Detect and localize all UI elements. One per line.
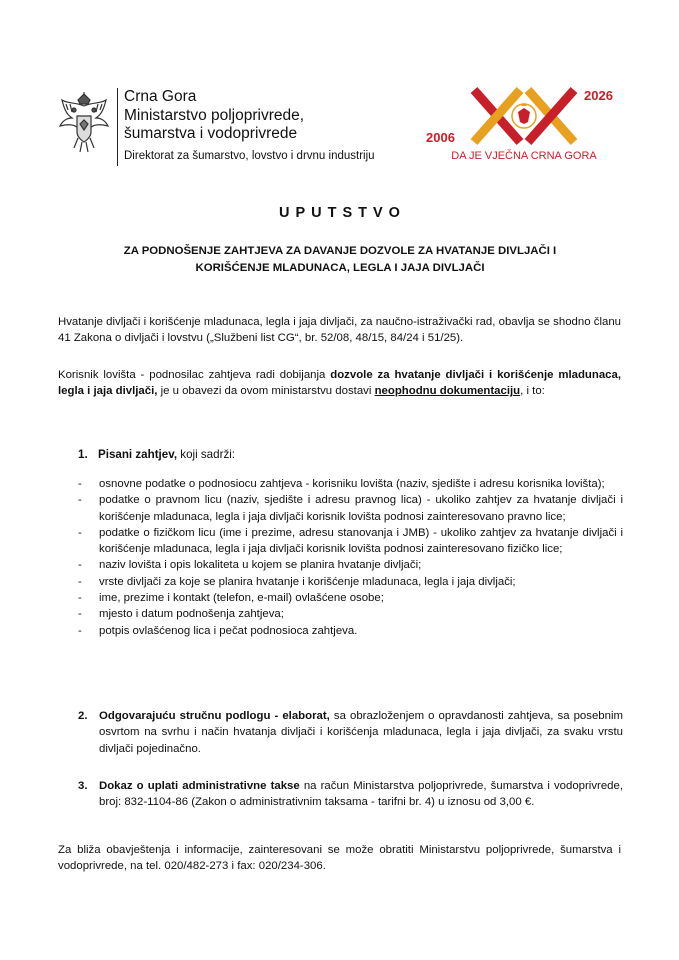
subtitle-line-2: KORIŠĆENJE MLADUNACA, LEGLA I JAJA DIVLJAČI bbox=[195, 262, 485, 274]
contact-paragraph: Za bliža obavještenja i informacije, zainteresovani se može obratiti Ministarstvu poljoprivrede, šumarstva i vodoprivrede, na tel. 020/482-273 i fax: 020/234-306. bbox=[58, 844, 621, 873]
item-1-text: koji sadrži: bbox=[177, 448, 236, 461]
header-divider bbox=[117, 88, 118, 166]
item-3-bold: Dokaz o uplati administrativne takse bbox=[99, 780, 300, 792]
item-1-heading bbox=[78, 448, 235, 461]
intro-paragraph: Hvatanje divljači i korišćenje mladunaca, legla i jaja divljači, za naučno-istraživački rad, obavlja se shodno članu 41 Zakona o divljači i lovstvu („Službeni list CG“, br. 52/08, 48/15, 84/24 i 51/25). bbox=[58, 316, 621, 345]
coat-of-arms-icon bbox=[58, 92, 110, 154]
org-directorate: Direktorat za šumarstvo, lovstvo i drvnu industriju bbox=[124, 149, 375, 162]
requirements-paragraph bbox=[58, 367, 621, 400]
org-ministry-cont: šumarstva i vodoprivrede bbox=[124, 125, 298, 142]
item-3-text: na račun Ministarstva poljoprivrede, šumarstva i vodoprivrede, broj: 832-1104-86 (Zakon o administrativnim taksama - tarifni br. 4) u iznosu od 3,00 €. bbox=[99, 780, 623, 809]
jubilee-tagline: DA JE VJEČNA CRNA GORA bbox=[451, 150, 597, 162]
list-item: - osnovne podatke o podnosiocu zahtjeva - korisniku lovišta (naziv, sjedište i adresu korisnika lovišta); bbox=[78, 478, 605, 490]
item-1-number: 1. bbox=[78, 448, 88, 461]
list-item: - podatke o pravnom licu (naziv, sjedište i adresu pravnog lica) - ukoliko zahtjev za hvatanje divljači i korišćenje mladunaca, legla i jaja divljači korisnik lovišta podnosi zainteresovano pravno lice; bbox=[78, 494, 623, 523]
req-bold-1: dozvole za hvatanje divljači i korišćenje mladunaca, legla i jaja divljači, bbox=[58, 369, 621, 398]
req-text-3: , i to: bbox=[520, 385, 545, 398]
jubilee-year-start: 2006 bbox=[426, 130, 455, 145]
organization-block bbox=[124, 88, 375, 165]
list-item: - naziv lovišta i opis lokaliteta u kojem se planira hvatanje divljači; bbox=[78, 559, 422, 572]
list-item: - potpis ovlašćenog lica i pečat podnosioca zahtjeva. bbox=[78, 624, 358, 637]
list-item: - ime, prezime i kontakt (telefon, e-mail) ovlašćene osobe; bbox=[78, 592, 384, 605]
item-1-bullet-list bbox=[78, 476, 623, 639]
item-1-bold: Pisani zahtjev, bbox=[98, 448, 178, 461]
item-2 bbox=[78, 708, 623, 757]
list-item: - mjesto i datum podnošenja zahtjeva; bbox=[78, 608, 284, 621]
subtitle-line-1: ZA PODNOŠENJE ZAHTJEVA ZA DAVANJE DOZVOLE ZA HVATANJE DIVLJAČI I bbox=[123, 245, 557, 257]
item-2-bold: Odgovarajuću stručnu podlogu - elaborat, bbox=[99, 710, 330, 722]
list-item: - podatke o fizičkom licu (ime i prezime, adresu stanovanja i JMB) - ukoliko zahtjev za hvatanje divljači i korišćenje mladunaca, legla i jaja divljači korisnik lovišta podnosi zainteresovano fizičko lice; bbox=[78, 526, 623, 556]
req-text-2: je u obavezi da ovom ministarstvu dostavi bbox=[157, 385, 375, 398]
item-2-text: sa obrazloženjem o opravdanosti zahtjeva, sa posebnim osvrtom na svrhu i način hvatanja divljači i korišćenja mladunaca, legla i jaja divljači, za svaku vrstu divljači pojedinačno. bbox=[99, 710, 623, 755]
req-bold-2: neophodnu dokumentaciju bbox=[374, 385, 521, 398]
item-3-number: 3. bbox=[78, 780, 88, 792]
document-title: UPUTSTVO bbox=[279, 205, 406, 221]
item-2-number: 2. bbox=[78, 710, 88, 722]
req-text-1: Korisnik lovišta - podnosilac zahtjeva radi dobijanja bbox=[58, 369, 331, 381]
org-country: Crna Gora bbox=[124, 88, 197, 105]
item-3 bbox=[78, 778, 623, 811]
document-subtitle bbox=[70, 243, 610, 277]
org-ministry: Ministarstvo poljoprivrede, bbox=[124, 106, 305, 124]
list-item: - vrste divljači za koje se planira hvatanje i korišćenje mladunaca, legla i jaja divljači; bbox=[78, 575, 516, 588]
jubilee-year-end: 2026 bbox=[584, 88, 613, 103]
jubilee-logo bbox=[424, 86, 624, 166]
